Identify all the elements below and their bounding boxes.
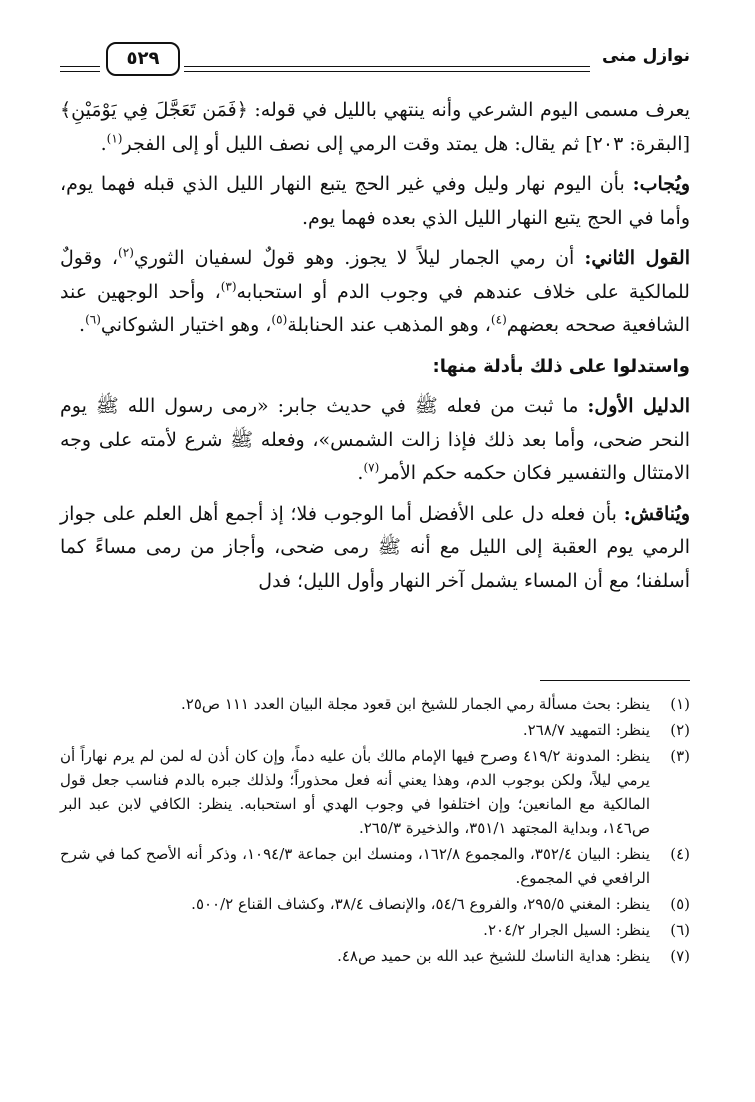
footnote xyxy=(60,744,690,840)
footnote xyxy=(60,892,690,916)
footnote-number: (٦) xyxy=(670,921,690,939)
paragraph-text: بأن اليوم نهار وليل وفي غير الحج يتبع النهار الليل الذي قبله فهما يوم، وأما في الحج يتبع النهار الليل الذي بعده فهما يوم. xyxy=(60,173,690,229)
footnote-number: (٥) xyxy=(670,895,690,913)
footnote-ref[interactable]: (٧) xyxy=(363,460,380,475)
paragraph-text: بأن فعله دل على الأفضل أما الوجوب فلا؛ إذ أجمع أهل العلم على جواز الرمي يوم العقبة إلى الليل مع أنه ﷺ رمى ضحى، وأجاز من رمى مساءً كما أسلفنا؛ مع أن المساء يشمل آخر النهار وأول الليل؛ فدل xyxy=(60,502,690,592)
paragraph xyxy=(60,94,690,161)
punctuation: . xyxy=(357,462,364,484)
paragraph-text: ، وهو المذهب عند الحنابلة xyxy=(287,314,491,336)
footnote-ref[interactable]: (٢) xyxy=(118,245,134,260)
main-text xyxy=(60,94,690,605)
footnote-ref[interactable]: (١) xyxy=(106,131,123,146)
page-header xyxy=(60,40,690,80)
section-heading xyxy=(60,350,690,384)
footnote-text: ينظر: البيان ٣٥٢/٤، والمجموع ١٦٢/٨، ومنسك ابن جماعة ١٠٩٤/٣، وذكر أنه الأصح كما في شرح الرافعي في المجموع. xyxy=(60,845,651,887)
footnote-text: ينظر: هداية الناسك للشيخ عبد الله بن حميد ص٤٨. xyxy=(337,947,650,965)
paragraph-text: ، وقولٌ للمالكية على خلاف عندهم في وجوب الدم أو استحبابه xyxy=(60,247,690,303)
footnote-number: (٢) xyxy=(670,721,690,739)
footnote-number: (١) xyxy=(670,695,690,713)
paragraph-text: أن رمي الجمار ليلاً لا يجوز. وهو قولٌ لسفيان الثوري xyxy=(133,247,575,269)
footnote-text: ينظر: المدونة ٤١٩/٢ وصرح فيها الإمام مالك بأن عليه دماً، وإن كان أذن له لمن لم يرم نهاراً أن يرمي ليلاً، ولكن بوجوب الدم، وهذا يعني أنه فعل محذوراً؛ ولذلك جبره بالدم فناسب جعل قول المالكية مع المانعين؛ وإن اختلفوا في وجوب الهدي أو استحبابه. ينظر: الكافي لابن عبد البر ص١٤٦، وبداية المجتهد ٣٥١/١، والذخيرة ٢٦٥/٣. xyxy=(60,747,650,837)
header-rule xyxy=(60,66,100,67)
header-rule xyxy=(184,71,590,72)
paragraph-text: يعرف مسمى اليوم الشرعي وأنه ينتهي بالليل في قوله: ﴿فَمَن تَعَجَّلَ فِي يَوْمَيْنِ﴾ [البقرة: ٢٠٣] ثم يقال: هل يمتد وقت الرمي إلى نصف الليل أو إلى الفجر xyxy=(60,99,690,155)
paragraph-lead: القول الثاني: xyxy=(584,247,690,269)
footnote-ref[interactable]: (٤) xyxy=(490,312,507,327)
footnote-text: ينظر: المغني ٢٩٥/٥، والفروع ٥٤/٦، والإنصاف ٣٨/٤، وكشاف القناع ٥٠٠/٢. xyxy=(191,895,650,913)
footnotes xyxy=(60,692,690,970)
paragraph xyxy=(60,498,690,599)
running-title: نوازل منى xyxy=(602,46,690,66)
punctuation: . xyxy=(100,132,107,155)
footnote-text: ينظر: السيل الجرار ٢٠٤/٢. xyxy=(483,921,650,939)
footnote-separator xyxy=(540,680,690,681)
punctuation: . xyxy=(79,314,86,336)
footnote xyxy=(60,944,690,968)
footnote xyxy=(60,718,690,742)
heading-text: واستدلوا على ذلك بأدلة منها: xyxy=(432,355,690,377)
paragraph-text: ما ثبت من فعله ﷺ في حديث جابر: «رمى رسول الله ﷺ يوم النحر ضحى، وأما بعد ذلك فإذا زالت الشمس»، وفعله ﷺ شرع لأمته على وجه الامتثال والتفسير فكان حكمه حكم الأمر xyxy=(60,395,690,484)
paragraph-text: ، وأحد الوجهين عند الشافعية صححه بعضهم xyxy=(60,280,690,336)
footnote-ref[interactable]: (٦) xyxy=(85,312,101,327)
paragraph xyxy=(60,168,690,235)
paragraph-lead: ويُناقش: xyxy=(623,502,690,525)
footnote-number: (٤) xyxy=(670,845,690,863)
footnote-text: ينظر: بحث مسألة رمي الجمار للشيخ ابن قعود مجلة البيان العدد ١١١ ص٢٥. xyxy=(181,695,650,713)
footnote xyxy=(60,842,690,890)
paragraph xyxy=(60,390,690,491)
footnote-text: ينظر: التمهيد ٢٦٨/٧. xyxy=(522,721,650,739)
footnote-ref[interactable]: (٣) xyxy=(220,279,237,294)
paragraph-lead: الدليل الأول: xyxy=(587,395,691,417)
header-rule xyxy=(184,66,590,67)
header-rule xyxy=(60,71,100,72)
footnote-ref[interactable]: (٥) xyxy=(271,312,288,327)
paragraph-text: ، وهو اختيار الشوكاني xyxy=(100,314,272,336)
footnote-number: (٣) xyxy=(670,747,690,765)
footnote-number: (٧) xyxy=(670,947,690,965)
page-number: ٥٢٩ xyxy=(106,42,180,76)
footnote xyxy=(60,692,690,716)
footnote xyxy=(60,918,690,942)
paragraph-lead: ويُجاب: xyxy=(632,173,690,195)
paragraph xyxy=(60,242,690,343)
